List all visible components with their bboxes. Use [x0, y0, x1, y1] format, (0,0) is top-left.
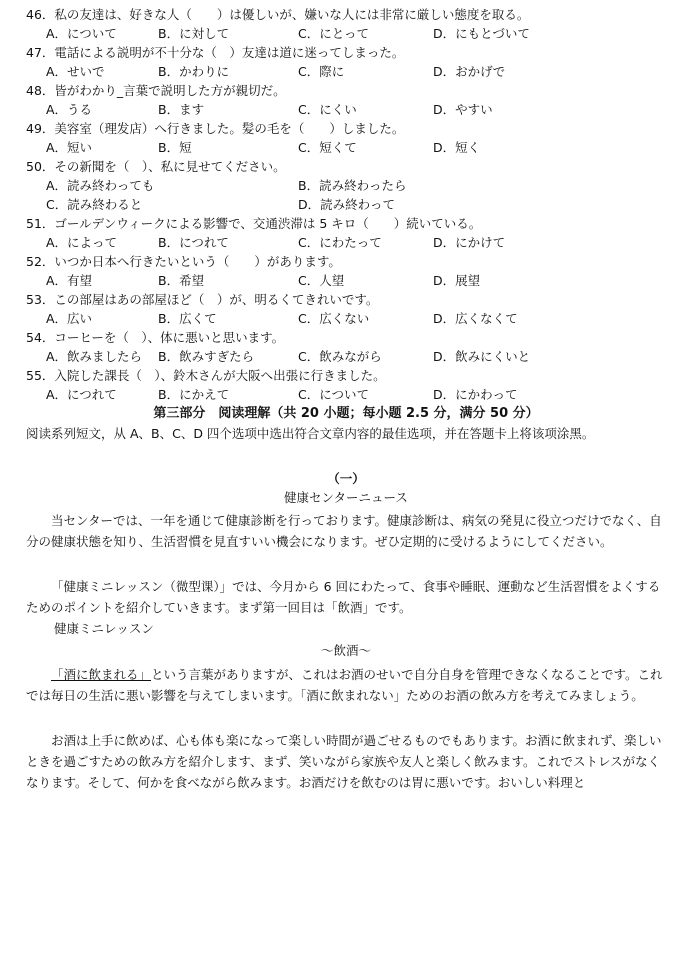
question-46-stem: 46．私の友達は、好きな人（ ）は優しいが、嫌いな人には非常に厳しい態度を取る。 [26, 7, 530, 22]
paragraph-3 [26, 664, 672, 706]
option-d: D．にかわって [433, 387, 518, 402]
option-b: B．読み終わったら [298, 178, 407, 193]
option-a: A．につれて [46, 387, 117, 402]
option-c: C．にくい [298, 102, 357, 117]
question-51-options [46, 234, 686, 252]
option-b: B．に対して [158, 26, 230, 41]
question-48-stem: 48．皆がわかり_言葉で説明した方が親切だ。 [26, 83, 286, 98]
paragraph-1: 当センターでは、一年を通じて健康診断を行っております。健康診断は、病気の発見に役立つだけでなく、自分の健康状態を知り、生活習慣を見直すいい機会になります。ぜひ定期的に受けるようにしてください。 [26, 513, 662, 549]
option-c: C．広くない [298, 311, 370, 326]
option-a: A．読み終わっても [46, 178, 155, 193]
option-b: B．飲みすぎたら [158, 349, 255, 364]
option-b: B．短 [158, 140, 192, 155]
option-b: B．にかえて [158, 387, 230, 402]
option-d: D．広くなくて [433, 311, 518, 326]
option-c: C．にわたって [298, 235, 382, 250]
paragraph-3-text: という言葉がありますが、これはお酒のせいで自分自身を管理できなくなることです。これでは毎日の生活に悪い影響を与えてしまいます。「酒に飲まれない」ためのお酒の飲み方を考えてみましょう。 [26, 667, 663, 703]
lesson-subtitle: ～飲酒～ [320, 643, 371, 658]
option-c: C．人望 [298, 273, 345, 288]
question-54-stem: 54．コーヒーを（ ）、体に悪いと思います。 [26, 330, 285, 345]
option-c: C．について [298, 387, 369, 402]
option-d: D．おかげで [433, 64, 506, 79]
paragraph-4: お酒は上手に飲めば、心も体も楽になって楽しい時間が過ごせるものでもあります。お酒に飲まれず、楽しいときを過ごすための飲み方を紹介します、まず、笑いながら家族や友人と楽しく飲みます。これでストレスがなくなります。そして、何かを食べながら飲みます。お酒だけを飲むのは胃に悪いです。おいしい料理と [26, 733, 662, 790]
option-a: A．について [46, 26, 117, 41]
option-d: D．読み終わって [298, 197, 396, 212]
option-b: B．希望 [158, 273, 205, 288]
option-a: A．せいで [46, 64, 105, 79]
question-49-stem: 49．美容室（理发店）へ行きました。髪の毛を（ ）しました。 [26, 121, 405, 136]
question-55-stem: 55．入院した課長（ ）、鈴木さんが大阪へ出張に行きました。 [26, 368, 386, 383]
option-d: D．展望 [433, 273, 481, 288]
question-55-options [46, 386, 686, 404]
option-d: D．飲みにくいと [433, 349, 531, 364]
question-52-options [46, 272, 686, 290]
question-53-stem: 53．この部屋はあの部屋ほど（ ）が、明るくてきれいです。 [26, 292, 379, 307]
question-54-options [46, 348, 686, 366]
option-c: C．読み終わると [46, 197, 143, 212]
question-50-options-row2 [46, 196, 686, 214]
option-c: C．にとって [298, 26, 369, 41]
option-d: D．にもとづいて [433, 26, 530, 41]
question-46-options [46, 25, 686, 43]
passage-heading: 健康センターニュース [284, 490, 408, 505]
option-b: B．広くて [158, 311, 217, 326]
question-49-options [46, 139, 686, 157]
option-c: C．際に [298, 64, 345, 79]
option-c: C．飲みながら [298, 349, 382, 364]
lesson-label: 健康ミニレッスン [54, 621, 154, 636]
section-instruction: 阅读系列短文，从 A、B、C、D 四个选项中选出符合文章内容的最佳选项，并在答题卡上将该项涂黑。 [26, 426, 595, 441]
option-d: D．やすい [433, 102, 493, 117]
question-52-stem: 52．いつか日本へ行きたいという（ ）があります。 [26, 254, 341, 269]
question-48-options [46, 101, 686, 119]
option-b: B．ます [158, 102, 205, 117]
underlined-phrase: 「酒に飲まれる」 [51, 667, 152, 682]
option-a: A．によって [46, 235, 118, 250]
question-50-stem: 50．その新聞を（ ）、私に見せてください。 [26, 159, 286, 174]
question-53-options [46, 310, 686, 328]
option-d: D．短く [433, 140, 481, 155]
option-a: A．有望 [46, 273, 93, 288]
option-d: D．にかけて [433, 235, 506, 250]
passage-number: （一） [327, 471, 365, 486]
question-47-options [46, 63, 686, 81]
option-b: B．かわりに [158, 64, 230, 79]
paragraph-2: 「健康ミニレッスン（微型课）」では、今月から 6 回にわたって、食事や睡眠、運動など生活習慣をよくするためのポイントを紹介していきます。まず第一回目は「飲酒」です。 [26, 579, 661, 615]
question-50-options-row1 [46, 177, 686, 195]
option-c: C．短くて [298, 140, 357, 155]
option-a: A．短い [46, 140, 93, 155]
option-a: A．うる [46, 102, 93, 117]
option-b: B．につれて [158, 235, 229, 250]
question-47-stem: 47．電話による説明が不十分な（ ）友達は道に迷ってしまった。 [26, 45, 405, 60]
section-title: 第三部分 阅读理解（共 20 小题；每小题 2.5 分，满分 50 分） [153, 406, 539, 421]
option-a: A．飲みましたら [46, 349, 143, 364]
option-a: A．広い [46, 311, 93, 326]
question-51-stem: 51．ゴールデンウィークによる影響で、交通渋滞は 5 キロ（ ）続いている。 [26, 216, 482, 231]
